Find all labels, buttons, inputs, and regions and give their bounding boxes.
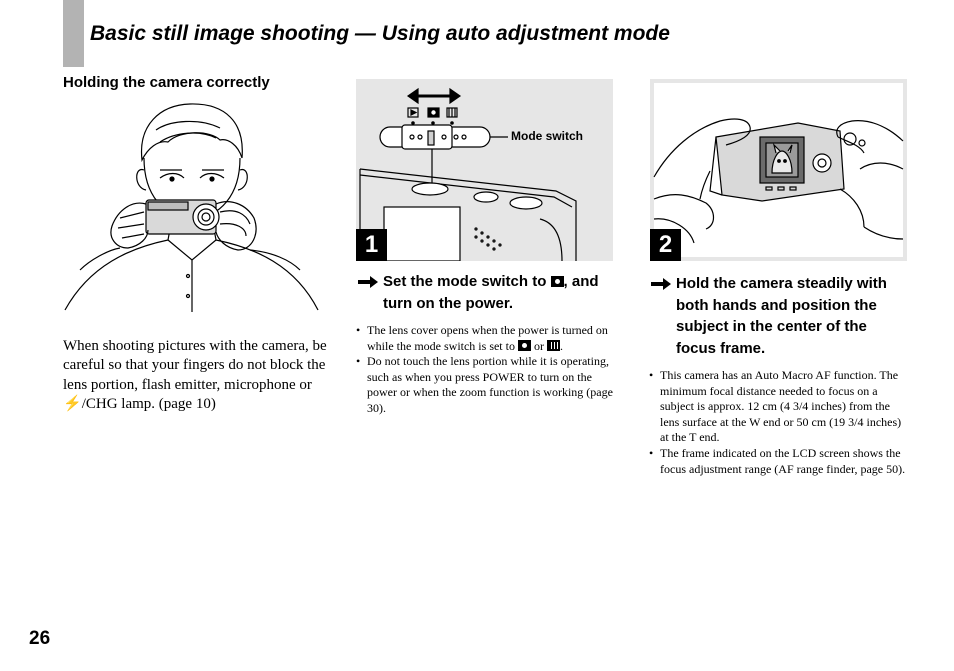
step-number-1: 1 bbox=[356, 229, 387, 261]
list-item: • This camera has an Auto Macro AF function. The minimum focal distance needed to focus on a subject is approx. 12 cm (4 3/4 inches) from the lens surface at the W end or 50 cm (19 3/4 inches) at the T end. bbox=[649, 368, 907, 446]
mode-switch-callout: Mode switch bbox=[511, 129, 584, 143]
movie-mode-icon bbox=[547, 340, 560, 351]
camera-mode-icon bbox=[551, 276, 564, 287]
holding-instructions-body: When shooting pictures with the camera, be careful so that your fingers do not block the lens portion, flash emitter, microphone or bbox=[63, 338, 327, 393]
step1-note-1-mid: or bbox=[530, 338, 547, 353]
camera-mode-icon bbox=[518, 340, 531, 351]
step1-notes bbox=[356, 323, 618, 417]
list-item bbox=[356, 323, 618, 354]
list-item: • The frame indicated on the LCD screen shows the focus adjustment range (AF range finder, page 50). bbox=[649, 446, 907, 477]
step1-instruction-post: , and turn on the power. bbox=[383, 273, 599, 312]
step2-instruction bbox=[650, 273, 908, 359]
hands-holding-camera-illustration bbox=[650, 79, 907, 261]
chg-lamp-label: /CHG lamp. (page 10) bbox=[81, 395, 216, 412]
step2-illustration-panel bbox=[650, 79, 907, 261]
mode-switch-illustration bbox=[356, 79, 613, 261]
list-item: • Do not touch the lens portion while it is operating, such as when you press POWER to turn on the power or when the zoom function is working (page 30). bbox=[356, 354, 618, 416]
step-number-2: 2 bbox=[650, 229, 681, 261]
step1-note-1-post: . bbox=[559, 338, 563, 353]
page-title: Basic still image shooting — Using auto adjustment mode bbox=[90, 22, 670, 45]
holding-instructions-text bbox=[63, 337, 328, 414]
person-holding-camera-illustration bbox=[60, 100, 322, 312]
step1-illustration-panel bbox=[356, 79, 613, 261]
step1-note-1-pre: The lens cover opens when the power is turned on while the mode switch is set to bbox=[367, 323, 608, 353]
page-number: 26 bbox=[29, 628, 51, 649]
arrow-right-icon bbox=[357, 275, 379, 289]
title-accent-bar bbox=[63, 0, 84, 67]
step2-notes bbox=[649, 368, 907, 477]
section-heading-holding-camera: Holding the camera correctly bbox=[63, 74, 270, 91]
step1-instruction-pre: Set the mode switch to bbox=[383, 273, 551, 290]
arrow-right-icon bbox=[650, 277, 672, 291]
flash-icon: ⚡ bbox=[63, 395, 82, 412]
step2-instruction-text: Hold the camera steadily with both hands and position the subject in the center of the focus frame. bbox=[676, 275, 887, 357]
step1-instruction bbox=[357, 271, 617, 314]
